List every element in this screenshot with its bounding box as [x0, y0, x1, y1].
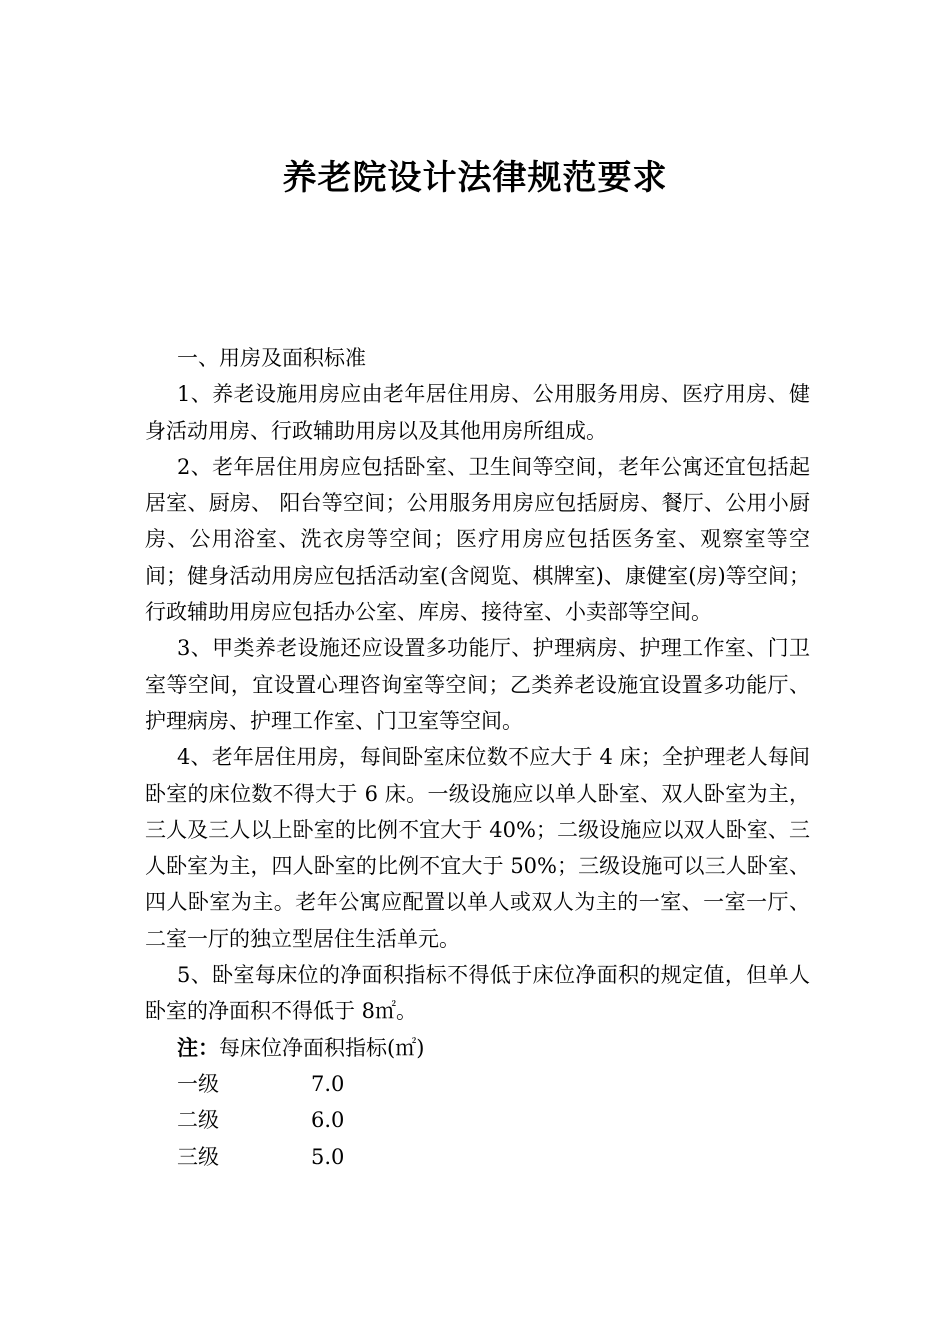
paragraph-5: 5、卧室每床位的净面积指标不得低于床位净面积的规定值，但单人卧室的净面积不得低于 8㎡。	[145, 963, 810, 1024]
grade-name: 一级	[177, 1071, 219, 1096]
paragraph-1: 1、养老设施用房应由老年居住用房、公用服务用房、医疗用房、健身活动用房、行政辅助用房以及其他用房所组成。	[145, 382, 810, 443]
grade-row	[145, 1139, 810, 1175]
note-text: 每床位净面积指标(㎡)	[219, 1035, 425, 1060]
paragraph-4: 4、老年居住用房，每间卧室床位数不应大于 4 床；全护理老人每间卧室的床位数不得大于 6 床。一级设施应以单人卧室、双人卧室为主，三人及三人以上卧室的比例不宜大于 40%；二级设施应以双人卧室、三人卧室为主，四人卧室的比例不宜大于 50%；三级设施可以三人卧室、四人卧室为主。老年公寓应配置以单人或双人为主的一室、一室一厅、二室一厅的独立型居住生活单元。	[145, 745, 810, 951]
grade-name: 三级	[177, 1144, 219, 1169]
page-title: 养老院设计法律规范要求	[282, 158, 668, 198]
grade-row	[145, 1066, 810, 1102]
paragraph-3: 3、甲类养老设施还应设置多功能厅、护理病房、护理工作室、门卫室等空间，宜设置心理咨询室等空间；乙类养老设施宜设置多功能厅、护理病房、护理工作室、门卫室等空间。	[145, 636, 810, 733]
grade-value: 5.0	[311, 1144, 345, 1169]
grade-name: 二级	[177, 1108, 219, 1133]
document-body	[145, 340, 810, 1175]
note-line	[145, 1030, 810, 1066]
paragraph-2: 2、老年居住用房应包括卧室、卫生间等空间，老年公寓还宜包括起居室、厨房、 阳台等空间；公用服务用房应包括厨房、餐厅、公用小厨房、公用浴室、洗衣房等空间；医疗用房应包括医务室、观察室等空间；健身活动用房应包括活动室(含阅览、棋牌室)、康健室(房)等空间；行政辅助用房应包括办公室、库房、接待室、小卖部等空间。	[145, 454, 810, 625]
section-heading: 一、用房及面积标准	[177, 346, 366, 370]
note-label: 注：	[177, 1034, 219, 1060]
grade-value: 7.0	[311, 1071, 345, 1096]
grade-row	[145, 1102, 810, 1138]
grade-value: 6.0	[311, 1108, 345, 1133]
